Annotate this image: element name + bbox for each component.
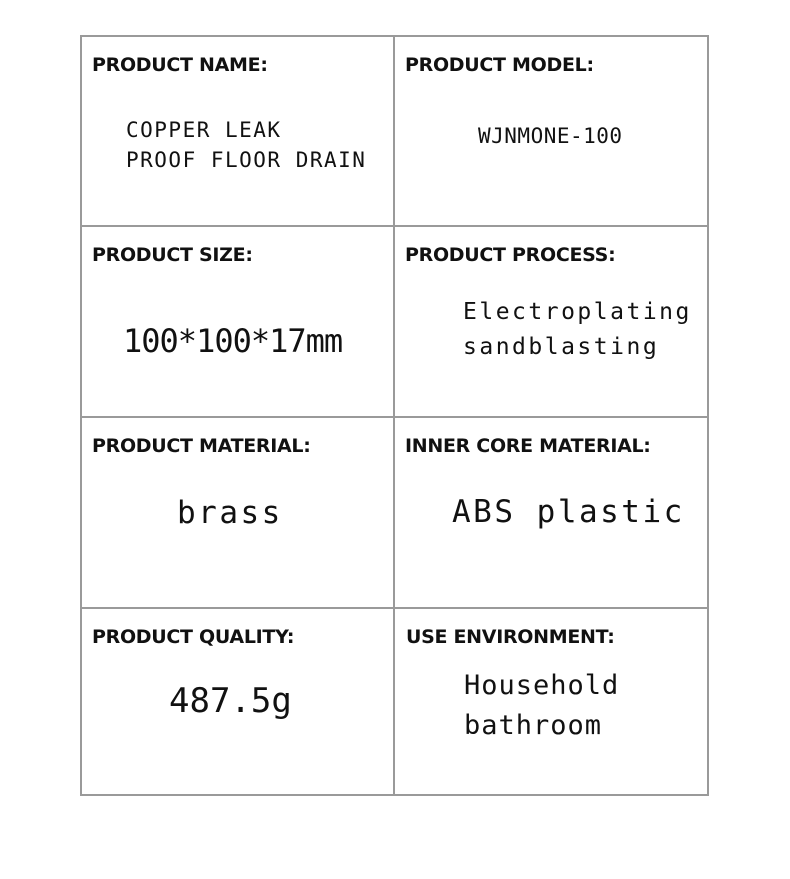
product-process-value: Electroplating sandblasting [463,299,692,360]
product-process-label: PRODUCT PROCESS: [405,244,616,266]
product-model-value: WJNMONE-100 [478,124,623,148]
product-quality-cell [82,609,395,794]
product-process-cell [395,227,707,418]
product-quality-label: PRODUCT QUALITY: [92,626,295,648]
product-size-cell [82,227,395,418]
product-model-label: PRODUCT MODEL: [405,54,594,76]
product-material-label: PRODUCT MATERIAL: [92,435,311,457]
use-environment-value: Household bathroom [464,670,620,741]
product-spec-table [80,35,709,796]
product-model-cell [395,37,707,227]
product-size-value: 100*100*17mm [123,322,343,360]
use-environment-cell [395,609,707,794]
inner-core-material-cell [395,418,707,609]
product-material-value: brass [177,495,283,531]
inner-core-material-label: INNER CORE MATERIAL: [405,435,651,457]
inner-core-material-value: ABS plastic [452,494,685,530]
product-name-value: COPPER LEAK PROOF FLOOR DRAIN [126,118,367,172]
product-material-cell [82,418,395,609]
product-name-cell [82,37,395,227]
product-quality-value: 487.5g [169,681,292,721]
use-environment-label: USE ENVIRONMENT: [406,626,615,648]
product-size-label: PRODUCT SIZE: [92,244,253,266]
product-name-label: PRODUCT NAME: [92,54,268,76]
